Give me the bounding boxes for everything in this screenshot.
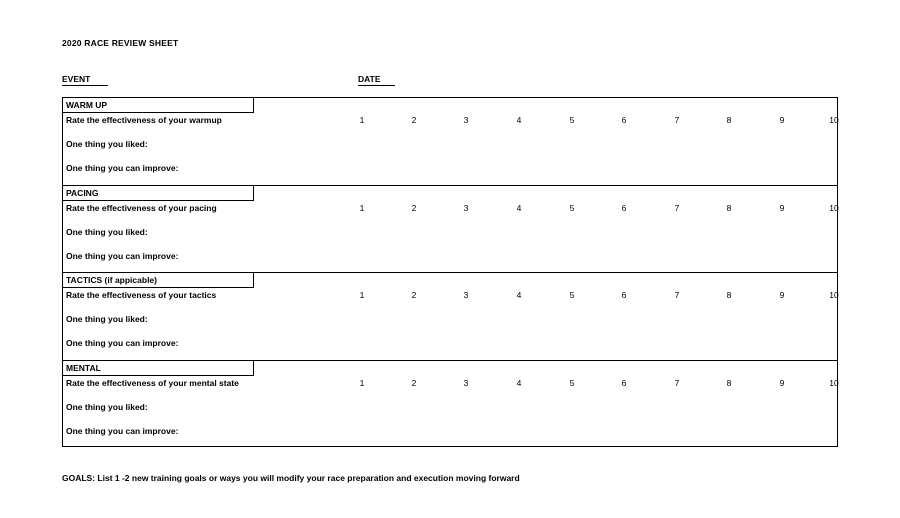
scale-option-6[interactable]: 6 <box>621 377 627 388</box>
scale-option-6[interactable]: 6 <box>621 202 627 213</box>
section-heading-label: PACING <box>66 187 99 198</box>
scale-option-5[interactable]: 5 <box>569 377 575 388</box>
scale-option-4[interactable]: 4 <box>516 377 522 388</box>
improve-prompt: One thing you can improve: <box>66 425 179 436</box>
scale-option-10[interactable]: 10 <box>829 115 839 125</box>
scale-option-8[interactable]: 8 <box>726 115 732 125</box>
rating-scale <box>288 202 839 215</box>
date-field-label: DATE <box>358 74 395 86</box>
page-title: 2020 RACE REVIEW SHEET <box>62 38 179 48</box>
scale-option-1[interactable]: 1 <box>359 290 365 300</box>
scale-option-5[interactable]: 5 <box>569 115 575 125</box>
scale-option-3[interactable]: 3 <box>463 290 469 300</box>
section-heading-box <box>63 361 254 376</box>
rating-scale <box>288 115 839 127</box>
improve-prompt: One thing you can improve: <box>66 250 179 261</box>
scale-option-4[interactable]: 4 <box>516 115 522 125</box>
scale-option-9[interactable]: 9 <box>779 377 785 388</box>
section-mental <box>63 361 837 449</box>
scale-option-5[interactable]: 5 <box>569 202 575 213</box>
scale-option-9[interactable]: 9 <box>779 115 785 125</box>
section-pacing <box>63 186 837 274</box>
scale-option-8[interactable]: 8 <box>726 377 732 388</box>
scale-option-1[interactable]: 1 <box>359 377 365 388</box>
scale-option-8[interactable]: 8 <box>726 202 732 213</box>
scale-option-3[interactable]: 3 <box>463 115 469 125</box>
goals-text: GOALS: List 1 -2 new training goals or ways you will modify your race preparation and execution moving forward <box>62 473 520 483</box>
section-heading-box <box>63 98 254 113</box>
scale-option-9[interactable]: 9 <box>779 202 785 213</box>
liked-prompt: One thing you liked: <box>66 226 148 237</box>
section-heading-box <box>63 186 254 201</box>
scale-option-2[interactable]: 2 <box>411 115 417 125</box>
rate-prompt: Rate the effectiveness of your mental state <box>66 377 239 388</box>
improve-prompt: One thing you can improve: <box>66 338 179 348</box>
scale-option-1[interactable]: 1 <box>359 202 365 213</box>
liked-prompt: One thing you liked: <box>66 401 148 412</box>
scale-option-10[interactable]: 10 <box>829 377 839 388</box>
scale-option-8[interactable]: 8 <box>726 290 732 300</box>
event-date-row <box>62 74 838 88</box>
scale-option-1[interactable]: 1 <box>359 115 365 125</box>
scale-option-5[interactable]: 5 <box>569 290 575 300</box>
scale-option-10[interactable]: 10 <box>829 290 839 300</box>
section-heading-label: TACTICS (if appicable) <box>66 275 157 285</box>
scale-option-6[interactable]: 6 <box>621 290 627 300</box>
liked-prompt: One thing you liked: <box>66 139 148 149</box>
scale-option-7[interactable]: 7 <box>674 202 680 213</box>
scale-option-6[interactable]: 6 <box>621 115 627 125</box>
rate-prompt: Rate the effectiveness of your pacing <box>66 202 217 213</box>
scale-option-3[interactable]: 3 <box>463 377 469 388</box>
scale-option-7[interactable]: 7 <box>674 377 680 388</box>
rating-scale <box>288 377 839 390</box>
scale-option-2[interactable]: 2 <box>411 290 417 300</box>
scale-option-7[interactable]: 7 <box>674 290 680 300</box>
scale-option-10[interactable]: 10 <box>829 202 839 213</box>
scale-option-7[interactable]: 7 <box>674 115 680 125</box>
section-heading-box <box>63 273 254 288</box>
scale-option-9[interactable]: 9 <box>779 290 785 300</box>
scale-option-4[interactable]: 4 <box>516 202 522 213</box>
scale-option-3[interactable]: 3 <box>463 202 469 213</box>
section-warm-up <box>63 98 837 186</box>
review-table <box>62 97 838 447</box>
section-heading-label: WARM UP <box>66 100 108 110</box>
section-heading-label: MENTAL <box>66 362 101 373</box>
section-tactics <box>63 273 837 361</box>
scale-option-2[interactable]: 2 <box>411 377 417 388</box>
liked-prompt: One thing you liked: <box>66 314 148 324</box>
scale-option-2[interactable]: 2 <box>411 202 417 213</box>
improve-prompt: One thing you can improve: <box>66 163 179 173</box>
rate-prompt: Rate the effectiveness of your warmup <box>66 115 222 125</box>
rating-scale <box>288 290 839 302</box>
event-field-label: EVENT <box>62 74 108 86</box>
scale-option-4[interactable]: 4 <box>516 290 522 300</box>
rate-prompt: Rate the effectiveness of your tactics <box>66 290 217 300</box>
